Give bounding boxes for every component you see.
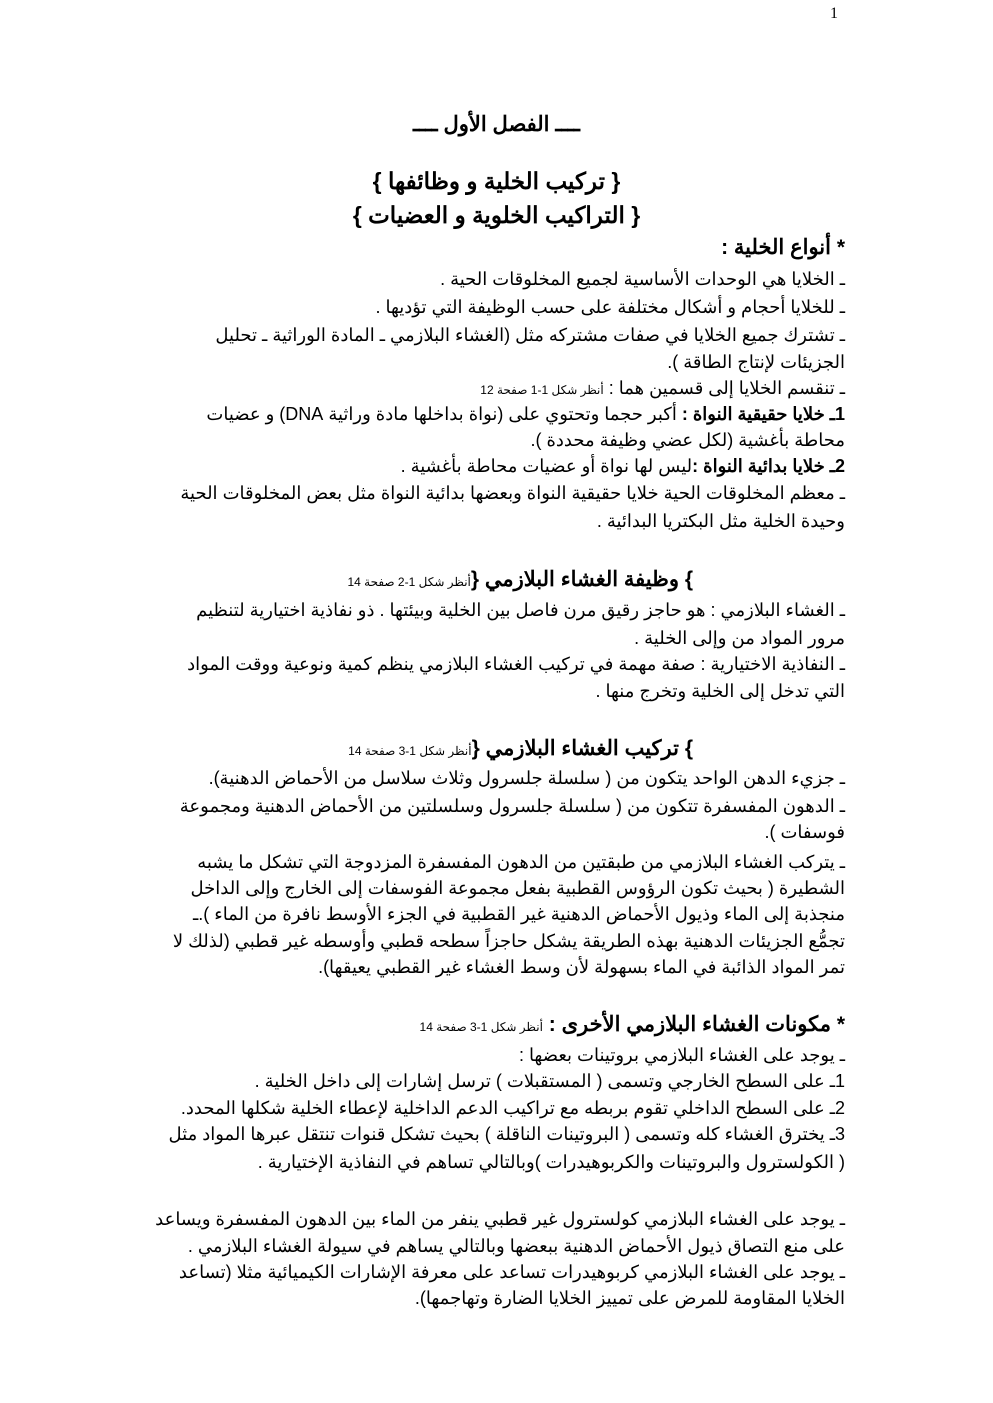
paragraph-line: ـ معظم المخلوقات الحية خلايا حقيقية النواة وبعضها بدائية النواة مثل بعض المخلوقات الحية (180, 483, 845, 503)
heading-text: } وظيفة الغشاء البلازمي { (470, 568, 693, 591)
paragraph-line: 1ـ على السطح الخارجي وتسمى ( المستقبلات ) ترسل إشارات إلى داخل الخلية . (254, 1071, 845, 1091)
paragraph-line: ( الكولسترول والبروتينات والكربوهيدرات )وبالتالي تساهم في النفاذية الإختيارية . (257, 1152, 845, 1172)
paragraph-line (401, 454, 845, 478)
line-text: ليس لها نواة أو عضيات محاطة بأغشية . (400, 456, 693, 476)
paragraph-line: 2ـ على السطح الداخلي تقوم بربطه مع تراكيب الدعم الداخلية لإعطاء الخلية شكلها المحدد. (180, 1098, 845, 1118)
line-text: ـ تنقسم الخلايا إلى قسمين هما : (603, 378, 845, 398)
paragraph-line: ـ يوجد على الغشاء البلازمي كولسترول غير قطبي ينفر من الماء بين الدهون المفسفرة ويساعد (155, 1209, 845, 1229)
paragraph-line: الشطيرة ( بحيث تكون الرؤوس القطبية بفعل مجموعة الفوسفات إلى الخارج وإلى الداخل (190, 878, 845, 898)
figure-reference: أنظر شكل 1-3 صفحة 14 (348, 744, 472, 758)
paragraph-line: تمر المواد الذائبة في الماء بسهولة لأن وسط الغشاء غير القطبي يعيقها). (318, 957, 845, 977)
line-text: أكبر حجما وتحتوي على (نواة بداخلها مادة وراثية DNA) و عضيات (206, 404, 677, 424)
section-heading-other-components (420, 1013, 845, 1039)
section-heading-cell-types: * أنواع الخلية : (721, 236, 845, 259)
paragraph-line: تجمُّع الجزيئات الدهنية بهذه الطريقة يشكل حاجزاً سطحه قطبي وأوسطه غير قطبي (لذلك لا (172, 931, 845, 951)
section-heading-membrane-function (347, 568, 693, 594)
paragraph-line: ـ الدهون المفسفرة تتكون من ( سلسلة جلسرول وسلسلتين من الأحماض الدهنية ومجموعة (179, 796, 845, 816)
figure-reference: أنظر شكل 1-3 صفحة 14 (419, 1020, 543, 1034)
term-eukaryotic: 1ـ خلايا حقيقية النواة : (676, 404, 845, 424)
paragraph-line: مرور المواد من وإلى الخلية . (634, 628, 845, 648)
page-number: 1 (830, 5, 838, 22)
paragraph-line: ـ الغشاء البلازمي : هو حاجز رقيق مرن فاصل بين الخلية وبيئتها . ذو نفاذية اختيارية لتنظيم (196, 600, 845, 620)
paragraph-line: ـ جزيء الدهن الواحد يتكون من ( سلسلة جلسرول وثلاث سلاسل من الأحماض الدهنية). (208, 768, 845, 788)
paragraph-line (480, 376, 845, 402)
paragraph-line: محاطة بأغشية (لكل عضي وظيفة محددة ). (530, 430, 845, 450)
paragraph-line: ـ تشترك جميع الخلايا في صفات مشتركه مثل (الغشاء البلازمي ـ المادة الوراثية ـ تحليل (215, 325, 845, 345)
paragraph-line: ـ النفاذية الاختيارية : صفة مهمة في تركيب الغشاء البلازمي ينظم كمية ونوعية ووقت المواد (187, 654, 845, 674)
paragraph-line: وحيدة الخلية مثل البكتريا البدائية . (596, 511, 845, 531)
paragraph-line: التي تدخل إلى الخلية وتخرج منها . (595, 681, 845, 701)
paragraph-line (206, 402, 845, 426)
paragraph-line: الخلايا المقاومة للمرض على تمييز الخلايا الضارة وتهاجمها). (414, 1288, 845, 1308)
paragraph-line: ـ يوجد على الغشاء البلازمي كربوهيدرات تساعد على معرفة الإشارات الكيميائية مثلا (تساعد (178, 1262, 845, 1282)
paragraph-line: ـ للخلايا أحجام و أشكال مختلفة على حسب الوظيفة التي تؤديها . (375, 297, 845, 317)
figure-reference: أنظر شكل 1-2 صفحة 14 (347, 575, 471, 589)
paragraph-line: منجذبة إلى الماء وذيول الأحماض الدهنية غير القطبية في الجزء الأوسط نافرة من الماء ).ـ (192, 904, 845, 924)
section-heading-membrane-structure (348, 737, 693, 763)
heading-text: * مكونات الغشاء البلازمي الأخرى : (542, 1013, 845, 1036)
figure-reference: أنظر شكل 1-1 صفحة 12 (480, 383, 604, 397)
main-heading-1: { تركيب الخلية و وظائفها } (372, 168, 621, 194)
paragraph-line: فوسفات ). (764, 822, 845, 842)
paragraph-line: ـ الخلايا هي الوحدات الأساسية لجميع المخلوقات الحية . (440, 269, 845, 289)
chapter-title: ــــ الفصل الأول ــــ (413, 113, 580, 136)
paragraph-line: ـ يوجد على الغشاء البلازمي بروتينات بعضها : (518, 1045, 845, 1065)
paragraph-line: 3ـ يخترق الغشاء كله وتسمى ( البروتينات الناقلة ) بحيث تشكل قنوات تنتقل عبرها المواد مثل (168, 1124, 845, 1144)
term-prokaryotic: 2ـ خلايا بدائية النواة : (692, 456, 845, 476)
main-heading-2: { التراكيب الخلوية و العضيات } (352, 202, 641, 228)
paragraph-line: ـ يتركب الغشاء البلازمي من طبقتين من الدهون المفسفرة المزدوجة التي تشكل ما يشبه (197, 852, 845, 872)
paragraph-line: على منع التصاق ذيول الأحماض الدهنية ببعضها وبالتالي يساهم في سيولة الغشاء البلازمي . (187, 1236, 845, 1256)
heading-text: } تركيب الغشاء البلازمي { (471, 737, 693, 760)
paragraph-line: الجزيئات لإنتاج الطاقة ). (667, 352, 845, 372)
